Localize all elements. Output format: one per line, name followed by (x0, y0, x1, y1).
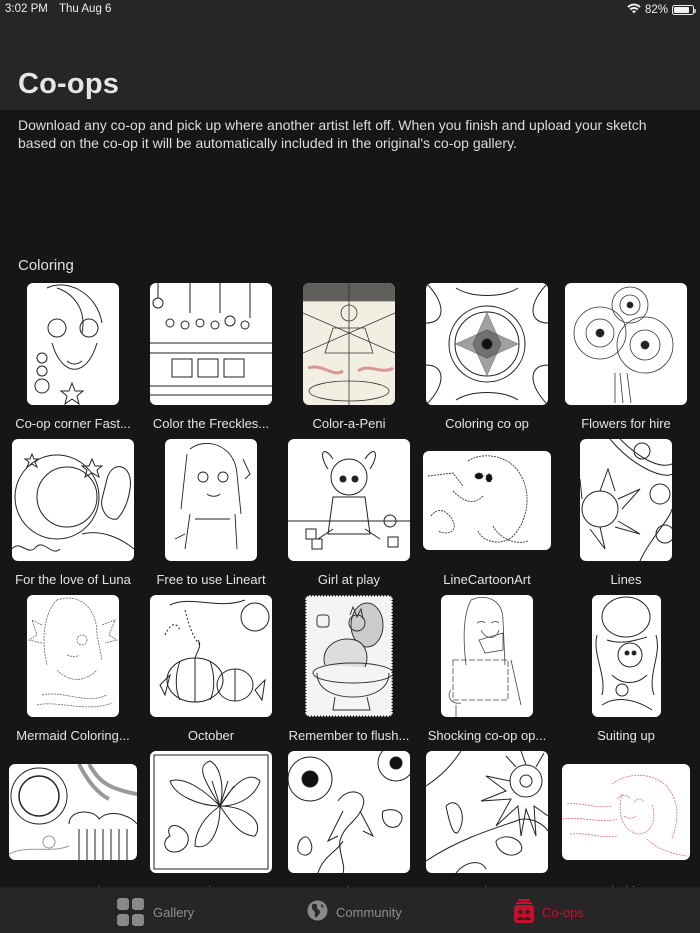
coop-thumbnail-wrap (280, 436, 418, 564)
coop-item[interactable] (557, 592, 695, 748)
coop-item-title: Remember to flush... (288, 728, 410, 743)
coops-icon (514, 899, 534, 926)
coop-item-title: Co-op corner Fast... (15, 416, 131, 431)
coop-item-title: Mermaid Coloring... (16, 728, 130, 743)
coop-thumbnail[interactable] (288, 751, 410, 873)
coop-item-title: Color the Freckles... (152, 416, 270, 431)
coop-item[interactable] (280, 592, 418, 748)
coop-item-title: Girl at play (317, 572, 381, 587)
coop-item-title: LineCartoonArt (443, 572, 531, 587)
coop-item[interactable] (418, 748, 556, 904)
tab-gallery-label: Gallery (153, 904, 195, 920)
coop-thumbnail-wrap (557, 592, 695, 720)
coop-thumbnail[interactable] (580, 439, 672, 561)
coop-thumbnail[interactable] (441, 595, 533, 717)
coop-thumbnail[interactable] (303, 283, 395, 405)
coop-item[interactable] (418, 592, 556, 748)
battery-percent: 82% (644, 4, 668, 16)
coop-thumbnail[interactable] (592, 595, 661, 717)
coop-thumbnail-wrap (418, 280, 556, 408)
coop-thumbnail[interactable] (150, 751, 272, 873)
coop-item-title: October (187, 728, 235, 743)
coop-item-title: Flowers for hire (581, 416, 671, 431)
coop-thumbnail-wrap (142, 748, 280, 876)
coop-item[interactable] (4, 436, 142, 592)
coop-thumbnail-wrap (557, 748, 695, 876)
coop-item-title: Lines (610, 572, 642, 587)
coop-thumbnail[interactable] (423, 451, 551, 550)
coop-thumbnail-wrap (280, 280, 418, 408)
coop-thumbnail-wrap (4, 748, 142, 876)
gallery-grid-icon (117, 898, 145, 926)
status-bar (0, 0, 700, 20)
status-right (627, 3, 694, 17)
coop-thumbnail-wrap (280, 592, 418, 720)
coop-item-title: Color-a-Peni (312, 416, 386, 431)
coop-thumbnail[interactable] (150, 595, 272, 717)
header (0, 0, 700, 110)
coop-item[interactable] (557, 436, 695, 592)
coop-item[interactable] (142, 280, 280, 436)
battery-icon (672, 5, 694, 15)
coop-item-title: Free to use Lineart (156, 572, 266, 587)
coop-thumbnail[interactable] (150, 283, 272, 405)
coop-item[interactable] (418, 436, 556, 592)
coop-item-title: Shocking co-op op... (427, 728, 547, 743)
coop-thumbnail[interactable] (562, 764, 690, 860)
coop-thumbnail-wrap (557, 280, 695, 408)
coop-item[interactable] (557, 748, 695, 904)
coop-item[interactable] (4, 748, 142, 904)
coop-item[interactable] (280, 280, 418, 436)
coop-item[interactable] (142, 748, 280, 904)
coop-thumbnail[interactable] (288, 439, 410, 561)
coop-item[interactable] (280, 748, 418, 904)
coop-thumbnail[interactable] (565, 283, 687, 405)
tab-gallery[interactable] (117, 898, 194, 926)
coop-item[interactable] (280, 436, 418, 592)
globe-icon (307, 900, 328, 924)
status-date: Thu Aug 6 (59, 3, 112, 15)
section-title-coloring: Coloring (18, 257, 74, 274)
coop-thumbnail-wrap (557, 436, 695, 564)
tab-bar (0, 887, 700, 933)
coop-thumbnail-wrap (4, 436, 142, 564)
tab-community-label: Community (336, 904, 402, 920)
coop-thumbnail[interactable] (305, 595, 393, 717)
coop-item[interactable] (557, 280, 695, 436)
coop-thumbnail[interactable] (27, 595, 119, 717)
coop-item[interactable] (4, 592, 142, 748)
coop-thumbnail[interactable] (165, 439, 257, 561)
wifi-icon (627, 3, 641, 17)
status-time: 3:02 PM (5, 3, 48, 15)
coop-thumbnail-wrap (4, 592, 142, 720)
coop-item-title: For the love of Luna (15, 572, 131, 587)
tab-coops-label: Co-ops (542, 904, 584, 920)
coop-thumbnail-wrap (4, 280, 142, 408)
coop-item[interactable] (142, 436, 280, 592)
coop-thumbnail[interactable] (9, 764, 137, 860)
coop-thumbnail-wrap (418, 748, 556, 876)
coop-thumbnail-wrap (142, 592, 280, 720)
coop-thumbnail[interactable] (426, 283, 548, 405)
coop-thumbnail-wrap (142, 280, 280, 408)
tab-coops[interactable] (514, 898, 584, 926)
coop-item[interactable] (418, 280, 556, 436)
coop-thumbnail[interactable] (27, 283, 119, 405)
coop-thumbnail[interactable] (12, 439, 134, 561)
page-description: Download any co-op and pick up where another artist left off. When you finish and upload your sketch based on the co-op it will be automatically included in the original's co-op gallery. (18, 117, 647, 151)
coop-thumbnail-wrap (418, 436, 556, 564)
coop-thumbnail-wrap (142, 436, 280, 564)
coop-item[interactable] (142, 592, 280, 748)
page-title: Co-ops (18, 68, 120, 100)
coop-thumbnail-wrap (418, 592, 556, 720)
coop-thumbnail[interactable] (426, 751, 548, 873)
coop-item-title: Suiting up (597, 728, 655, 743)
coop-item[interactable] (4, 280, 142, 436)
coop-item-title: Coloring co op (445, 416, 529, 431)
tab-community[interactable] (307, 898, 402, 926)
coop-thumbnail-wrap (280, 748, 418, 876)
